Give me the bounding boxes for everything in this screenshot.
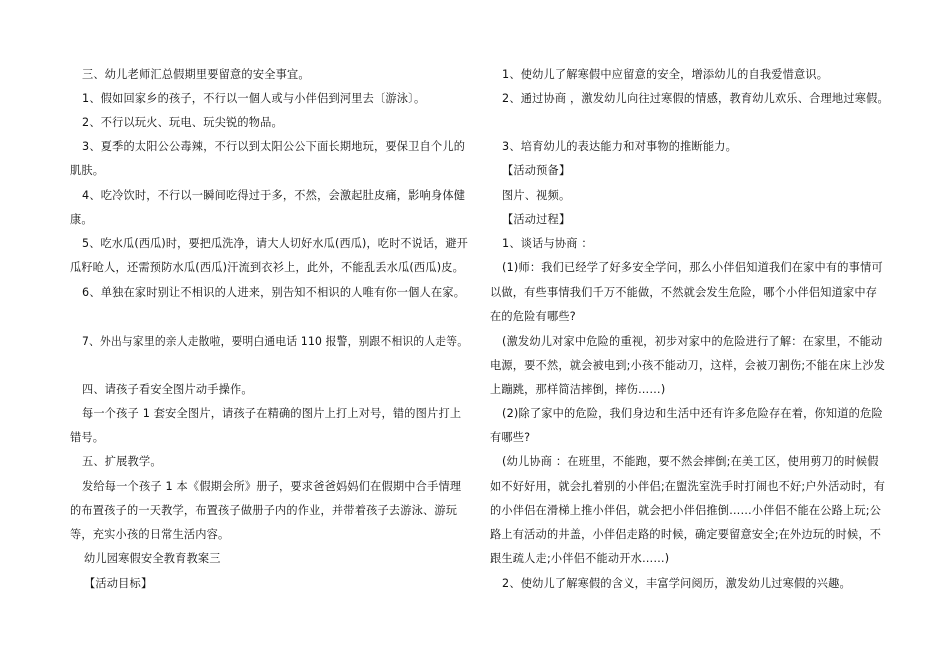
note-1-line3: 上蹦跳，那样简洁摔倒，摔伤……) (490, 383, 666, 396)
note-2-line4: 路上有活动的井盖，小伴侣走路的时候，确定要留意安全;在外边玩的时候，不 (490, 528, 882, 541)
safety-item-5-line2: 瓜籽呛人，还需预防水瓜(西瓜)汗流到衣衫上，此外，不能乱丢水瓜(西瓜)皮。 (70, 261, 465, 274)
goals-heading: 【活动目标】 (84, 577, 153, 590)
goal-3: 3、培育幼儿的表达能力和对事物的推断能力。 (502, 140, 738, 153)
plan3-title: 幼儿园寒假安全教育教案三 (84, 552, 221, 565)
safety-item-7: 7、外出与家里的亲人走散啦，要明白通电话 110 报警，别跟不相识的人走等。 (82, 335, 469, 348)
safety-item-2: 2、不行以玩火、玩电、玩尖锐的物品。 (82, 116, 283, 129)
note-2-line5: 跟生疏人走;小伴侣不能动开水……) (490, 552, 670, 565)
note-2-line3: 的小伴侣在滑梯上推小伴侣，就会把小伴侣推倒……小伴侣不能在公路上玩;公 (490, 504, 882, 517)
safety-item-6: 6、单独在家时别让不相识的人进来，别告知不相识的人唯有你一個人在家。 (82, 286, 466, 299)
step-2: 2、使幼儿了解寒假的含义，丰富学问阅历，激发幼儿过寒假的兴趣。 (502, 577, 851, 590)
section3-heading: 三、幼儿老师汇总假期里要留意的安全事宜。 (82, 68, 310, 81)
teacher-question-1-line3: 在的危险有哪些? (490, 310, 576, 323)
prep-heading: 【活动预备】 (502, 164, 571, 177)
section4-line1: 每一个孩子 1 套安全图片，请孩子在精确的图片上打上对号，错的图片打上 (82, 407, 462, 420)
section4-heading: 四、请孩子看安全图片动手操作。 (82, 383, 253, 396)
section4-line2: 错号。 (70, 431, 105, 444)
teacher-question-2-line1: (2)除了家中的危险，我们身边和生活中还有许多危险存在着，你知道的危险 (502, 407, 883, 420)
step-1: 1、谈话与协商 ： (502, 237, 593, 250)
safety-item-3-line2: 肌肤。 (70, 164, 105, 177)
note-2-line2: 如不好好用，就会扎着别的小伴侣;在盥洗室洗手时打闹也不好;户外活动时，有 (490, 480, 886, 493)
safety-item-3-line1: 3、夏季的太阳公公毒辣，不行以到太阳公公下面长期地玩，要保卫自个儿的 (82, 140, 466, 153)
safety-item-1: 1、假如回家乡的孩子，不行以一個人或与小伴侣到河里去〔游泳〕。 (82, 92, 426, 105)
note-2-line1: (幼儿协商 ：在班里，不能跑，要不然会摔倒;在美工区，使用剪刀的时候假 (502, 455, 879, 468)
note-1-line2: 电源，要不然，就会被电到;小孩不能动刀，这样，会被刀割伤;不能在床上沙发 (490, 359, 886, 372)
teacher-question-1-line2: 以做，有些事情我们千万不能做，不然就会发生危险，哪个小伴侣知道家中存 (490, 286, 878, 299)
process-heading: 【活动过程】 (502, 213, 571, 226)
teacher-question-1-line1: (1)师：我们已经学了好多安全学问，那么小伴侣知道我们在家中有的事情可 (502, 261, 883, 274)
teacher-question-2-line2: 有哪些? (490, 431, 531, 444)
prep-content: 图片、视频。 (502, 189, 571, 202)
safety-item-5-line1: 5、吃水瓜(西瓜)时，要把瓜洗净，请大人切好水瓜(西瓜)，吃时不说话，避开 (82, 237, 468, 250)
safety-item-4-line2: 康。 (70, 213, 93, 226)
section5-line2: 的布置孩子的一天教学，布置孩子做册子内的作业，并带着孩子去游泳、游玩 (70, 504, 458, 517)
note-1-line1: (激发幼儿对家中危险的重视，初步对家中的危险进行了解：在家里，不能动 (502, 335, 883, 348)
section5-line3: 等，充实小孩的日常生活内容。 (70, 528, 230, 541)
section5-heading: 五、扩展教学。 (82, 455, 162, 468)
safety-item-4-line1: 4、吃冷饮时，不行以一瞬间吃得过于多，不然，会激起肚皮痛，影响身体健 (82, 189, 466, 202)
section5-line1: 发给每一个孩子 1 本《假期会所》册子，要求爸爸妈妈们在假期中合手情理 (82, 480, 462, 493)
goal-2: 2、通过协商 ，激发幼儿向往过寒假的情感，教育幼儿欢乐、合理地过寒假。 (502, 92, 889, 105)
goal-1: 1、使幼儿了解寒假中应留意的安全，增添幼儿的自我爱惜意识。 (502, 68, 829, 81)
